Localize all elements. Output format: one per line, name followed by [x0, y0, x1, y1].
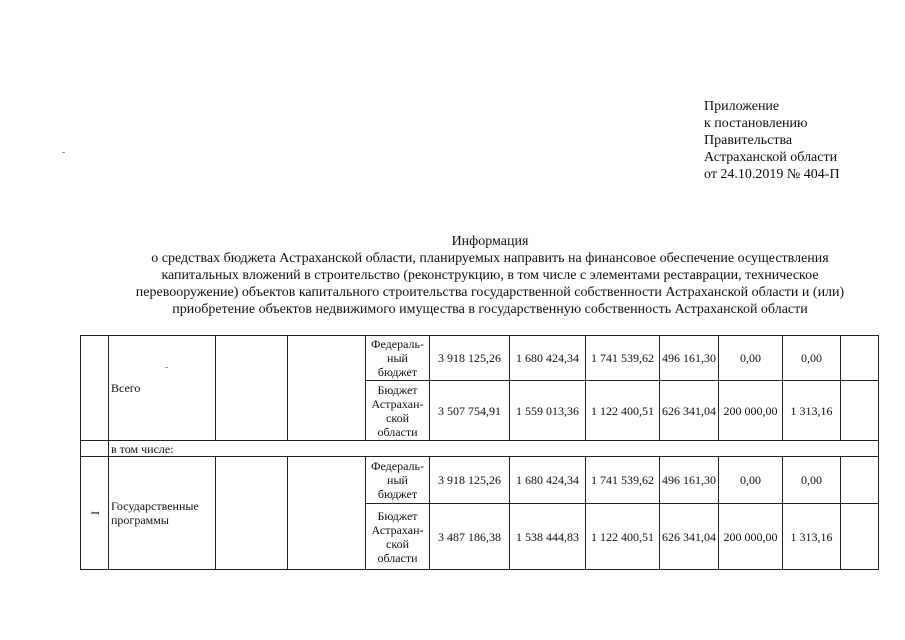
value-cell: 1 559 013,36 — [510, 381, 586, 441]
title-line: о средствах бюджета Астраханской области, планируемых направить на финансовое обеспечение осуществления — [151, 251, 829, 266]
title-line: капитальных вложений в строительство (реконструкцию, в том числе с элементами реставрации, техническое — [161, 268, 819, 283]
value-cell: 1 313,16 — [783, 381, 841, 441]
value-cell: 1 538 444,83 — [510, 504, 586, 570]
source-cell: Бюджет Астрахан- ской области — [366, 381, 430, 441]
value-cell: 496 161,30 — [660, 336, 719, 381]
appendix-note — [704, 98, 840, 183]
budget-table — [80, 335, 879, 570]
including-label: в том числе: — [109, 441, 879, 457]
value-cell: 1 122 400,51 — [586, 504, 660, 570]
scan-speck — [165, 367, 168, 368]
empty-cell — [841, 504, 879, 570]
value-cell: 0,00 — [719, 457, 783, 504]
document-title — [100, 233, 880, 318]
value-cell: 1 122 400,51 — [586, 381, 660, 441]
empty-cell — [288, 336, 366, 441]
value-cell: 1 741 539,62 — [586, 336, 660, 381]
value-cell: 0,00 — [783, 336, 841, 381]
group-label: Государственные программы — [109, 457, 216, 570]
value-cell: 3 918 125,26 — [430, 457, 510, 504]
title-line: приобретение объектов недвижимого имущества в государственную собственность Астраханской области — [172, 302, 808, 317]
value-cell: 0,00 — [719, 336, 783, 381]
appendix-line: Астраханской области — [704, 150, 838, 165]
appendix-line: Правительства — [704, 133, 793, 148]
empty-cell — [841, 381, 879, 441]
appendix-line: к постановлению — [704, 116, 808, 131]
title-heading: Информация — [451, 234, 529, 249]
table-row — [81, 457, 879, 504]
value-cell: 1 741 539,62 — [586, 457, 660, 504]
group-index: I — [87, 511, 102, 515]
source-cell: Бюджет Астрахан- ской области — [366, 504, 430, 570]
value-cell: 200 000,00 — [719, 381, 783, 441]
empty-cell — [216, 336, 288, 441]
empty-cell — [81, 441, 109, 457]
value-cell: 496 161,30 — [660, 457, 719, 504]
title-line: перевооружение) объектов капитального строительства государственной собственности Астраханской области и (или) — [135, 285, 845, 300]
row-index-cell — [81, 336, 109, 441]
value-cell: 1 680 424,34 — [510, 457, 586, 504]
empty-cell — [216, 457, 288, 570]
scan-speck — [62, 152, 65, 153]
value-cell: 200 000,00 — [719, 504, 783, 570]
value-cell: 626 341,04 — [660, 381, 719, 441]
appendix-line: Приложение — [704, 99, 780, 114]
value-cell: 626 341,04 — [660, 504, 719, 570]
value-cell: 0,00 — [783, 457, 841, 504]
value-cell: 3 507 754,91 — [430, 381, 510, 441]
value-cell: 1 680 424,34 — [510, 336, 586, 381]
source-cell: Федераль- ный бюджет — [366, 336, 430, 381]
empty-cell — [841, 336, 879, 381]
empty-cell — [841, 457, 879, 504]
table-row — [81, 336, 879, 381]
appendix-line: от 24.10.2019 № 404-П — [704, 167, 840, 182]
table-row — [81, 441, 879, 457]
value-cell: 3 487 186,38 — [430, 504, 510, 570]
total-label: Всего — [109, 336, 216, 441]
group-index-cell — [81, 457, 109, 570]
value-cell: 3 918 125,26 — [430, 336, 510, 381]
source-cell: Федераль- ный бюджет — [366, 457, 430, 504]
empty-cell — [288, 457, 366, 570]
value-cell: 1 313,16 — [783, 504, 841, 570]
